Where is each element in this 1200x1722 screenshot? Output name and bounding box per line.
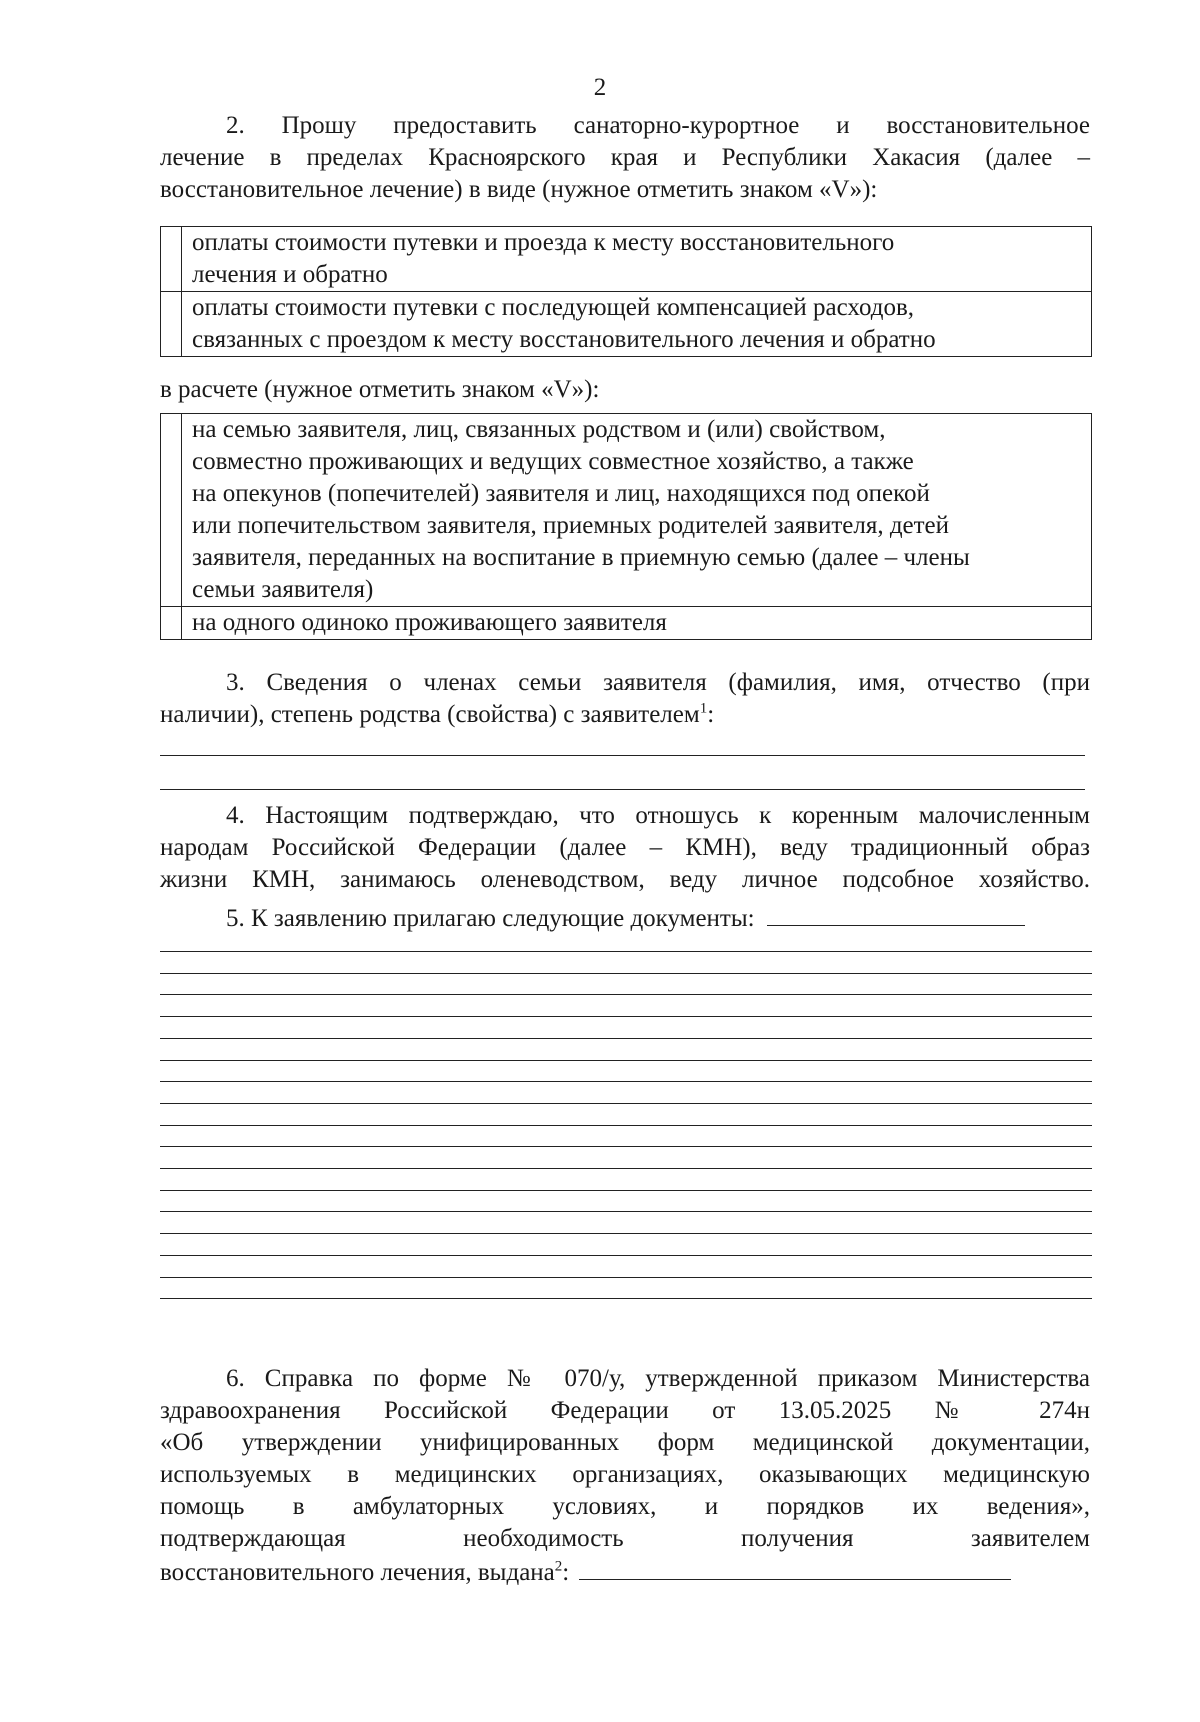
checkbox-single[interactable] <box>161 607 182 640</box>
text-line: лечение в пределах Красноярского края и Республики Хакасия (далее – <box>160 144 1090 171</box>
issued-by-input-line[interactable] <box>579 1555 1011 1580</box>
text-line-content: 2. Прошу предоставить санаторно-курортное и восстановительное <box>226 112 1090 139</box>
documents-input-line[interactable] <box>160 1016 1092 1017</box>
option-row <box>161 414 1092 607</box>
option-row <box>161 292 1092 357</box>
text-line: подтверждающая необходимость получения заявителем <box>160 1525 1090 1552</box>
family-info-line[interactable] <box>160 789 1085 790</box>
documents-input-line[interactable] <box>160 1103 1092 1104</box>
text-line: используемых в медицинских организациях, оказывающих медицинскую <box>160 1461 1090 1488</box>
text-line-content: восстановительного лечения, выдана <box>160 1559 555 1586</box>
option-label <box>182 607 1092 640</box>
section-2-intro <box>160 110 1090 206</box>
colon: : <box>707 701 715 728</box>
option-text-line: оплаты стоимости путевки с последующей компенсацией расходов, <box>192 294 914 321</box>
footnote-mark: 2 <box>554 1558 563 1575</box>
documents-input-line[interactable] <box>160 994 1092 995</box>
option-label <box>182 227 1092 292</box>
option-label <box>182 414 1092 607</box>
calc-label: в расчете (нужное отметить знаком «V»): <box>160 376 600 403</box>
section-5 <box>160 901 1090 935</box>
footnote-mark: 1 <box>699 700 708 717</box>
option-label <box>182 292 1092 357</box>
text-line: здравоохранения Российской Федерации от 13.05.2025 № 274н <box>160 1397 1090 1424</box>
documents-input-line[interactable] <box>160 1125 1092 1126</box>
section-6 <box>160 1363 1090 1589</box>
text-line: «Об утверждении унифицированных форм медицинской документации, <box>160 1429 1090 1456</box>
documents-input-line[interactable] <box>160 951 1092 952</box>
option-text-line: связанных с проездом к месту восстановительного лечения и обратно <box>192 326 936 353</box>
section-3 <box>160 667 1090 731</box>
documents-input-line[interactable] <box>160 1081 1092 1082</box>
option-text-line: или попечительством заявителя, приемных родителей заявителя, детей <box>192 512 950 539</box>
option-text-line: совместно проживающих и ведущих совместное хозяйство, а также <box>192 448 914 475</box>
option-row <box>161 607 1092 640</box>
text-line: восстановительное лечение) в виде (нужное отметить знаком «V»): <box>160 176 878 203</box>
text-line <box>160 699 1090 731</box>
text-line <box>160 667 1090 699</box>
calculation-basis-options <box>160 413 1092 640</box>
page-number: 2 <box>593 74 607 101</box>
text-line: жизни КМН, занимаюсь оленеводством, веду личное подсобное хозяйство. <box>160 866 1090 893</box>
documents-input-line[interactable] <box>160 1190 1092 1191</box>
documents-input-line[interactable] <box>160 1255 1092 1256</box>
checkbox-family[interactable] <box>161 414 182 607</box>
option-text-line: на опекунов (попечителей) заявителя и лиц, находящихся под опекой <box>192 480 930 507</box>
family-info-line[interactable] <box>160 755 1085 756</box>
checkbox-pay-compensation[interactable] <box>161 292 182 357</box>
payment-type-options <box>160 226 1092 357</box>
text-line-content: 4. Настоящим подтверждаю, что отношусь к коренным малочисленным <box>226 802 1090 829</box>
option-row <box>161 227 1092 292</box>
documents-input-line[interactable] <box>160 1146 1092 1147</box>
text-line-content: 6. Справка по форме № 070/у, утвержденной приказом Министерства <box>226 1365 1090 1392</box>
section-4 <box>160 800 1090 896</box>
text-line-content: наличии), степень родства (свойства) с заявителем <box>160 701 700 728</box>
documents-label: 5. К заявлению прилагаю следующие документы: <box>226 905 755 932</box>
option-text-line: семьи заявителя) <box>192 576 374 603</box>
option-text-line: на семью заявителя, лиц, связанных родством и (или) свойством, <box>192 416 886 443</box>
documents-input-line[interactable] <box>160 973 1092 974</box>
option-text-line: на одного одиноко проживающего заявителя <box>192 609 667 636</box>
option-text-line: лечения и обратно <box>192 261 388 288</box>
documents-input-line[interactable] <box>160 1277 1092 1278</box>
documents-input-line[interactable] <box>767 901 1025 926</box>
option-text-line: оплаты стоимости путевки и проезда к месту восстановительного <box>192 229 895 256</box>
option-text-line: заявителя, переданных на воспитание в приемную семью (далее – члены <box>192 544 970 571</box>
documents-input-line[interactable] <box>160 1038 1092 1039</box>
documents-input-line[interactable] <box>160 1211 1092 1212</box>
text-line: помощь в амбулаторных условиях, и порядков их ведения», <box>160 1493 1090 1520</box>
documents-input-line[interactable] <box>160 1168 1092 1169</box>
documents-input-line[interactable] <box>160 1298 1092 1299</box>
text-line <box>160 1555 1090 1589</box>
text-line <box>160 110 1090 142</box>
documents-input-line[interactable] <box>160 1233 1092 1234</box>
text-line: народам Российской Федерации (далее – КМН), веду традиционный образ <box>160 834 1090 861</box>
checkbox-pay-travel[interactable] <box>161 227 182 292</box>
text-line-content: 3. Сведения о членах семьи заявителя (фамилия, имя, отчество (при <box>226 669 1090 696</box>
colon: : <box>562 1559 570 1586</box>
text-line <box>160 800 1090 832</box>
text-line <box>160 1363 1090 1395</box>
documents-input-line[interactable] <box>160 1060 1092 1061</box>
